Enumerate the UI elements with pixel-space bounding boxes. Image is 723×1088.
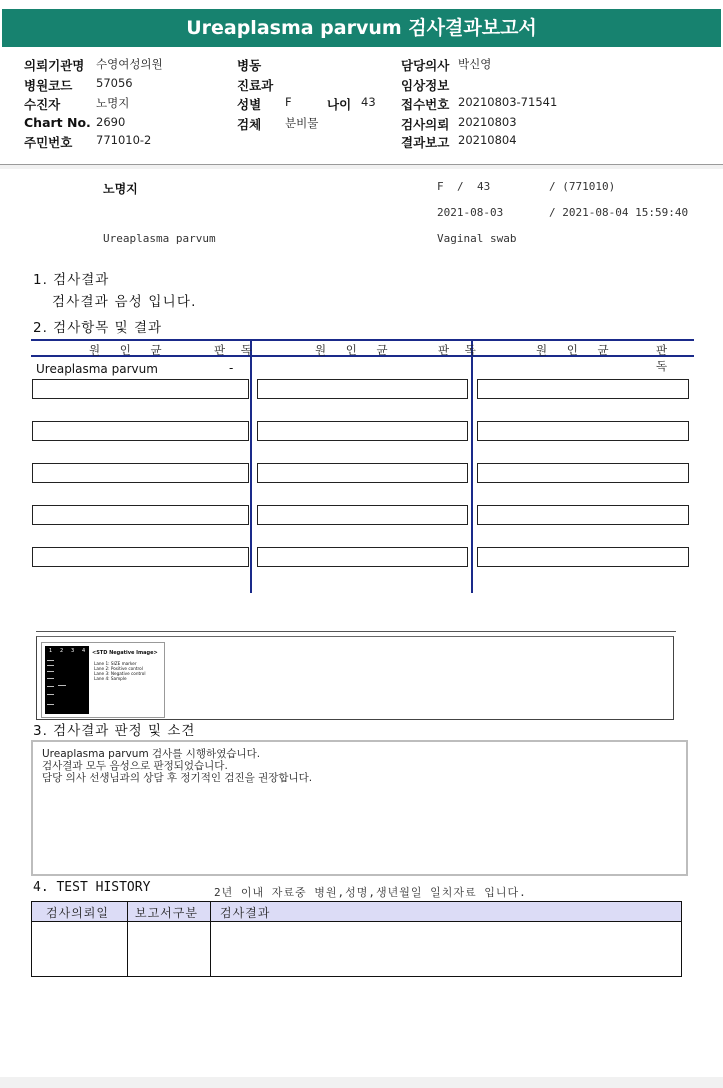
clinical-label: 임상정보 [401, 78, 450, 93]
history-col-request-date: 검사의뢰일 [46, 906, 109, 920]
doctor-value: 박신영 [458, 57, 492, 71]
empty-item-box [257, 379, 468, 399]
patient-info [0, 56, 723, 156]
section2-title: 2. 검사항목 및 결과 [33, 320, 163, 336]
history-table [31, 901, 682, 977]
request-value: 20210803 [458, 115, 517, 129]
empty-item-box [32, 505, 249, 525]
empty-item-box [32, 421, 249, 441]
doctor-label: 담당의사 [401, 58, 450, 73]
column-separator-1 [250, 339, 252, 593]
history-column-line [127, 902, 128, 976]
gel-band [47, 694, 54, 695]
info-row-1 [0, 56, 723, 75]
section1-title: 1. 검사결과 [33, 272, 110, 288]
gel-electrophoresis-image [45, 646, 89, 714]
institution-label: 의뢰기관명 [24, 58, 85, 73]
section4-title: 4. TEST HISTORY [33, 880, 151, 895]
summary-birth: / (771010) [549, 180, 616, 193]
opinion-line: 담당 의사 선생님과의 상담 후 정기적인 검진을 권장합니다. [42, 772, 313, 784]
sex-value: F [285, 95, 292, 109]
age-value: 43 [361, 95, 376, 109]
gel-image-panel [36, 636, 674, 720]
gel-legend: Lane 3: Negative control [94, 671, 146, 676]
info-row-4 [0, 115, 723, 134]
gel-band [47, 686, 54, 687]
info-row-5 [0, 133, 723, 152]
lane-number: 1 [49, 648, 53, 654]
item-result: - [229, 361, 234, 375]
empty-item-box [32, 379, 249, 399]
info-row-2 [0, 76, 723, 95]
hospital-code-label: 병원코드 [24, 78, 73, 93]
receipt-label: 접수번호 [401, 97, 450, 112]
item-name: Ureaplasma parvum [36, 362, 158, 376]
items-table [31, 339, 694, 593]
empty-item-box [257, 463, 468, 483]
ward-label: 병동 [237, 58, 262, 73]
department-label: 진료과 [237, 78, 274, 93]
history-col-result: 검사결과 [220, 906, 271, 920]
summary-date-report: / 2021-08-04 15:59:40 [549, 206, 689, 219]
patient-label: 수진자 [24, 97, 61, 112]
receipt-value: 20210803-71541 [458, 95, 558, 109]
hospital-code-value: 57056 [96, 76, 133, 90]
empty-item-box [257, 547, 468, 567]
lane-number: 2 [60, 648, 64, 654]
empty-item-box [477, 421, 689, 441]
summary-date-request: 2021-08-03 [437, 206, 504, 219]
sex-label: 성별 [237, 97, 262, 112]
gel-band [47, 665, 54, 666]
patient-value: 노명지 [96, 96, 130, 110]
empty-item-box [477, 463, 689, 483]
gel-band [47, 704, 54, 705]
gel-legend: Lane 2: Positive control [94, 666, 143, 671]
summary-age: 43 [477, 180, 491, 193]
gel-band [47, 678, 54, 679]
age-label: 나이 [327, 97, 352, 112]
gel-legend: Lane 1: SIZE marker [94, 661, 137, 666]
id-value: 771010-2 [96, 133, 152, 147]
report-date-label: 결과보고 [401, 135, 450, 150]
chart-label: Chart No. [24, 115, 91, 130]
opinion-box [31, 740, 688, 876]
summary-test: Ureaplasma parvum [103, 232, 216, 245]
gel-band [58, 685, 66, 686]
summary-sample: Vaginal swab [437, 232, 517, 245]
gel-band [47, 660, 54, 661]
col-header-judgement-2: 판 독 [438, 343, 482, 357]
summary-sex: F [437, 180, 444, 193]
empty-item-box [257, 505, 468, 525]
info-row-3 [0, 95, 723, 114]
empty-item-box [477, 547, 689, 567]
col-header-pathogen-1: 원 인 균 [89, 343, 170, 357]
specimen-value: 분비물 [285, 116, 319, 130]
empty-item-box [477, 379, 689, 399]
id-label: 주민번호 [24, 135, 73, 150]
empty-item-box [32, 547, 249, 567]
empty-item-box [257, 421, 468, 441]
header-top-line [31, 339, 694, 341]
history-column-line [210, 902, 211, 976]
report-date-value: 20210804 [458, 133, 517, 147]
opinion-line: Ureaplasma parvum 검사를 시행하였습니다. [42, 748, 261, 760]
col-header-pathogen-3: 원 인 균 [536, 343, 617, 357]
image-divider [36, 631, 676, 632]
report-body [0, 169, 723, 1077]
gel-legend: Lane 4: Sample [94, 676, 127, 681]
history-note: 2년 이내 자료중 병원,성명,생년월일 일치자료 입니다. [214, 886, 527, 899]
institution-value: 수영여성의원 [96, 57, 163, 71]
gel-image [41, 642, 165, 718]
section1-text: 검사결과 음성 입니다. [52, 294, 197, 310]
history-header [32, 902, 681, 922]
col-header-judgement-1: 판 독 [214, 343, 258, 357]
opinion-line: 검사결과 모두 음성으로 판정되었습니다. [42, 760, 228, 772]
report-title: Ureaplasma parvum 검사결과보고서 [2, 9, 721, 47]
gel-band [47, 671, 54, 672]
column-separator-2 [471, 339, 473, 593]
gel-title: <STD Negative Image> [92, 650, 158, 656]
request-label: 검사의뢰 [401, 117, 450, 132]
section3-title: 3. 검사결과 판정 및 소견 [33, 723, 196, 739]
col-header-pathogen-2: 원 인 균 [315, 343, 396, 357]
history-col-report-type: 보고서구분 [135, 906, 198, 920]
summary-slash: / [457, 180, 464, 193]
empty-item-box [32, 463, 249, 483]
specimen-label: 검체 [237, 117, 262, 132]
lane-number: 3 [71, 648, 75, 654]
summary-name: 노명지 [103, 182, 138, 196]
lane-number: 4 [82, 648, 86, 654]
chart-value: 2690 [96, 115, 126, 129]
empty-item-box [477, 505, 689, 525]
col-header-judgement-3: 판 독 [656, 343, 674, 373]
report-header [0, 0, 723, 165]
